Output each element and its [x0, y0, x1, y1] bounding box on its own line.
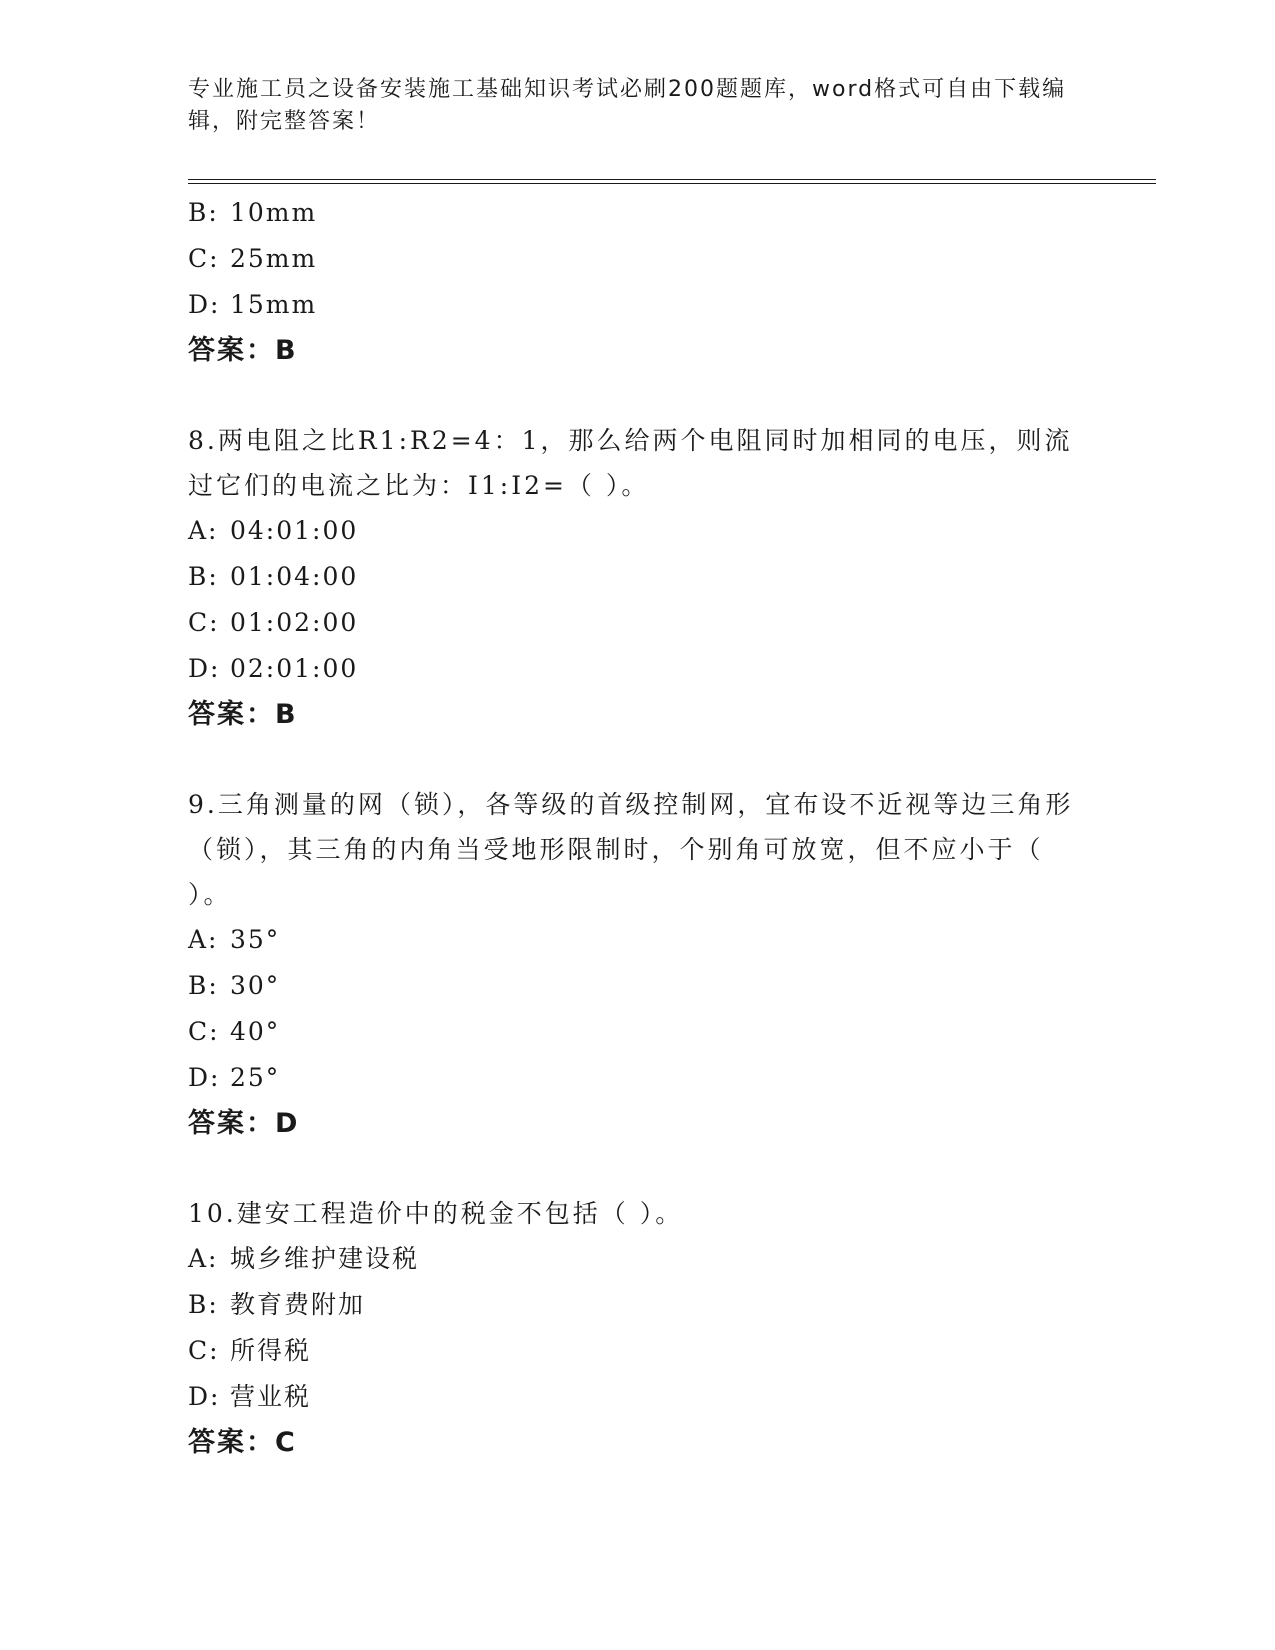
option-b: B: 教育费附加	[188, 1290, 366, 1319]
answer: 答案：B	[188, 335, 298, 366]
answer: 答案：D	[188, 1108, 300, 1139]
option-d: D: 15mm	[188, 290, 318, 319]
option-d: D: 02:01:00	[188, 654, 359, 683]
question-stem: 8.两电阻之比R1:R2=4：1，那么给两个电阻同时加相同的电压，则流过它们的电流之比为：I1:I2=（ ）。	[188, 426, 1073, 500]
question-list	[188, 190, 1088, 1466]
option-c: C: 所得税	[188, 1336, 312, 1365]
header-rule-top	[188, 179, 1156, 180]
header-rule-bottom	[188, 183, 1156, 184]
question-10	[188, 1191, 1088, 1466]
question-stem: 10.建安工程造价中的税金不包括（ ）。	[188, 1199, 684, 1228]
option-d: D: 营业税	[188, 1382, 312, 1411]
option-a: A: 城乡维护建设税	[188, 1244, 420, 1273]
question-9	[188, 782, 1088, 1147]
option-c: C: 40°	[188, 1017, 281, 1046]
option-b: B: 30°	[188, 971, 281, 1000]
answer: 答案：B	[188, 699, 298, 730]
question-7-tail	[188, 190, 1088, 374]
option-d: D: 25°	[188, 1063, 281, 1092]
option-c: C: 25mm	[188, 244, 318, 273]
question-8	[188, 418, 1088, 738]
option-b: B: 10mm	[188, 198, 318, 227]
option-c: C: 01:02:00	[188, 608, 359, 637]
document-header	[188, 74, 1088, 138]
answer: 答案：C	[188, 1427, 297, 1458]
option-a: A: 04:01:00	[188, 516, 359, 545]
option-b: B: 01:04:00	[188, 562, 359, 591]
option-a: A: 35°	[188, 925, 281, 954]
question-stem: 9.三角测量的网（锁），各等级的首级控制网，宜布设不近视等边三角形（锁），其三角的内角当受地形限制时，个别角可放宽，但不应小于（ ）。	[188, 790, 1074, 909]
document-title: 专业施工员之设备安装施工基础知识考试必刷200题题库，word格式可自由下载编辑，附完整答案！	[188, 77, 1067, 134]
